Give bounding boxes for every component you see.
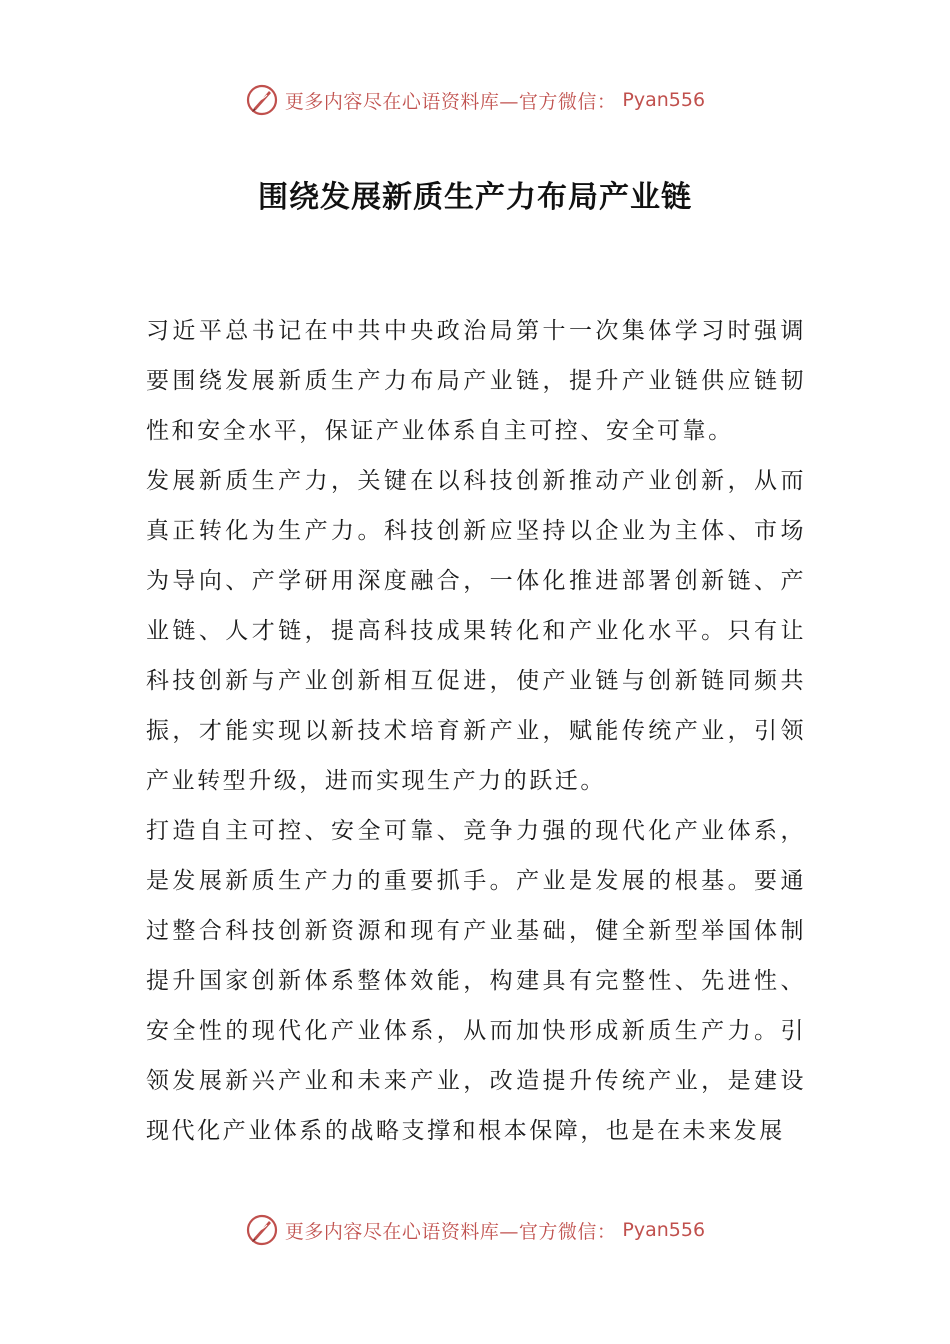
document-title: 围绕发展新质生产力布局产业链 [258,180,692,215]
watermark-wechat: Pyan556 [622,1219,706,1241]
pen-feather-logo-icon [245,1213,279,1247]
header-watermark [0,80,950,120]
paragraph-3: 打造自主可控、安全可靠、竞争力强的现代化产业体系，是发展新质生产力的重要抓手。产业是发展的根基。要通过整合科技创新资源和现有产业基础，健全新型举国体制提升国家创新体系整体效能，构建具有完整性、先进性、安全性的现代化产业体系，从而加快形成新质生产力。引领发展新兴产业和未来产业，改造提升传统产业，是建设现代化产业体系的战略支撑和根本保障，也是在未来发展 [146,818,806,1144]
pen-feather-logo-icon [245,83,279,117]
paragraph-1: 习近平总书记在中共中央政治局第十一次集体学习时强调要围绕发展新质生产力布局产业链，提升产业链供应链韧性和安全水平，保证产业体系自主可控、安全可靠。 [146,318,806,444]
document-body [146,306,806,1156]
paragraph-2: 发展新质生产力，关键在以科技创新推动产业创新，从而真正转化为生产力。科技创新应坚持以企业为主体、市场为导向、产学研用深度融合，一体化推进部署创新链、产业链、人才链，提高科技成果转化和产业化水平。只有让科技创新与产业创新相互促进，使产业链与创新链同频共振，才能实现以新技术培育新产业，赋能传统产业，引领产业转型升级，进而实现生产力的跃迁。 [146,468,806,794]
watermark-wechat: Pyan556 [622,89,706,111]
footer-watermark [0,1210,950,1250]
watermark-text: 更多内容尽在心语资料库—官方微信： [284,90,617,113]
watermark-text: 更多内容尽在心语资料库—官方微信： [284,1220,617,1243]
